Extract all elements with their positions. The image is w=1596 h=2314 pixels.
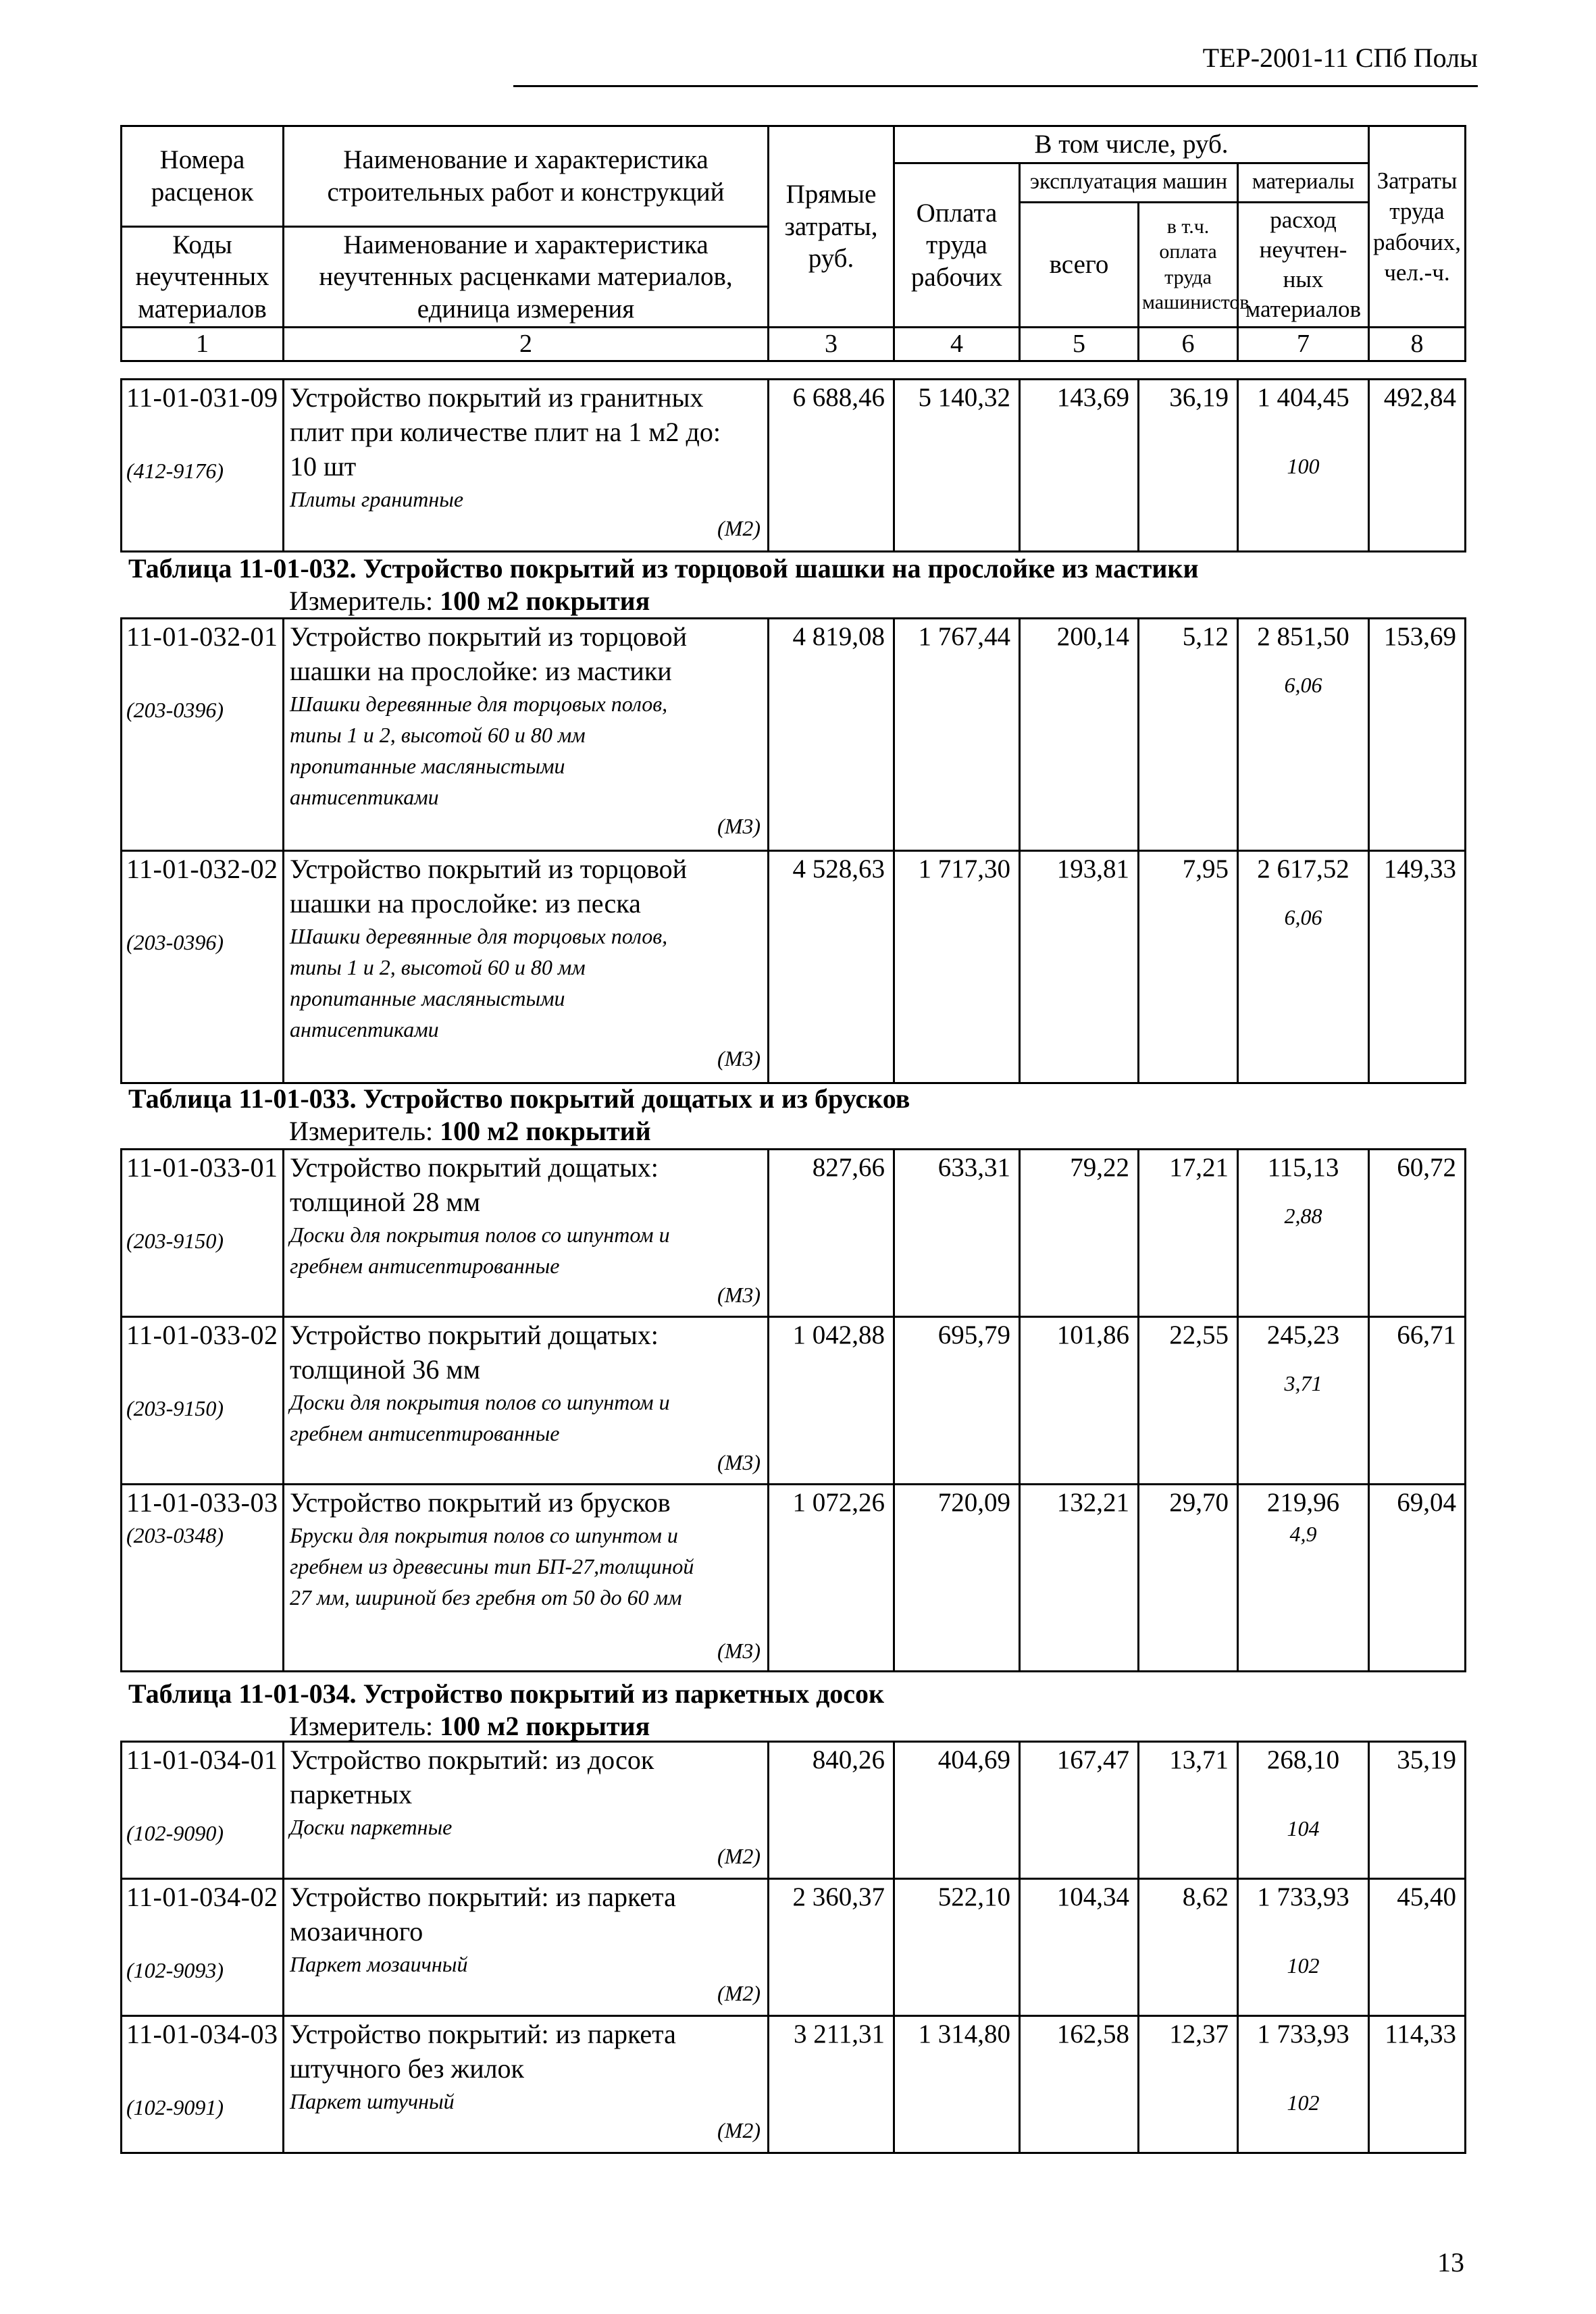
material-name-line: Шашки деревянные для торцовых полов,	[290, 692, 668, 716]
machine-cost: 79,22	[1020, 1150, 1139, 1317]
labor-hours: 69,04	[1369, 1485, 1466, 1672]
labor-cost: 720,09	[894, 1485, 1020, 1672]
material-code: (203-9150)	[126, 1396, 224, 1420]
machine-cost: 200,14	[1020, 619, 1139, 851]
materials-cost: 219,96	[1266, 1488, 1340, 1517]
machinist-labor-cost: 36,19	[1139, 380, 1238, 552]
work-name-line: Устройство покрытий дощатых:	[290, 1152, 659, 1183]
material-code: (203-0396)	[126, 930, 224, 954]
material-unit: (М2)	[717, 1844, 761, 1868]
labor-hours: 149,33	[1369, 851, 1466, 1083]
material-name-line: типы 1 и 2, высотой 60 и 80 мм	[290, 723, 586, 747]
rate-code: 11-01-031-09	[126, 382, 278, 413]
measure-label: Измеритель:	[289, 1711, 434, 1741]
material-code: (203-0396)	[126, 698, 224, 722]
work-name-line: толщиной 36 мм	[290, 1354, 481, 1385]
material-name-line: типы 1 и 2, высотой 60 и 80 мм	[290, 955, 586, 979]
labor-hours: 114,33	[1369, 2016, 1466, 2153]
material-quantity: 102	[1287, 1953, 1320, 1978]
materials-cost: 268,10	[1266, 1745, 1340, 1774]
rate-code: 11-01-033-03	[126, 1487, 278, 1518]
material-quantity: 100	[1287, 454, 1320, 478]
col-number: 5	[1020, 328, 1139, 361]
machine-cost: 167,47	[1020, 1742, 1139, 1879]
work-name-line: мозаичного	[290, 1916, 423, 1947]
rate-code: 11-01-034-02	[126, 1882, 278, 1912]
rate-code: 11-01-034-01	[126, 1745, 278, 1775]
materials-cost: 1 733,93	[1257, 2020, 1349, 2049]
rate-code: 11-01-034-03	[126, 2019, 278, 2049]
work-name-line: Устройство покрытий: из паркета	[290, 1882, 676, 1912]
work-name-line: плит при количестве плит на 1 м2 до:	[290, 417, 721, 447]
material-unit: (М3)	[717, 1450, 761, 1474]
table-title: Таблица 11-01-033. Устройство покрытий дощатых и из брусков	[128, 1083, 910, 1114]
work-name-line: Устройство покрытий из торцовой	[290, 854, 688, 884]
machinist-labor-cost: 29,70	[1139, 1485, 1238, 1672]
table-title: Таблица 11-01-032. Устройство покрытий из торцовой шашки на прослойке из мастики	[128, 553, 1199, 584]
material-name-line: пропитанные масляныстыми	[290, 754, 565, 778]
direct-cost: 6 688,46	[769, 380, 894, 552]
labor-hours: 45,40	[1369, 1879, 1466, 2016]
rate-row	[122, 1317, 1466, 1485]
material-code: (203-0348)	[126, 1523, 224, 1547]
direct-cost: 2 360,37	[769, 1879, 894, 2016]
machinist-labor-cost: 22,55	[1139, 1317, 1238, 1485]
material-quantity: 3,71	[1284, 1371, 1322, 1395]
materials-cost: 2 617,52	[1257, 854, 1349, 883]
work-name-line: штучного без жилок	[290, 2053, 524, 2084]
machine-cost: 143,69	[1020, 380, 1139, 552]
measure-label: Измеритель:	[289, 586, 434, 616]
material-name-line: Бруски для покрытия полов со шпунтом и	[290, 1523, 678, 1547]
col-number: 4	[894, 328, 1020, 361]
machinist-labor-cost: 8,62	[1139, 1879, 1238, 2016]
measure-unit	[289, 1710, 650, 1742]
rate-row	[122, 1879, 1466, 2016]
labor-cost: 1 314,80	[894, 2016, 1020, 2153]
material-quantity: 4,9	[1289, 1522, 1317, 1546]
machine-cost: 193,81	[1020, 851, 1139, 1083]
labor-cost: 695,79	[894, 1317, 1020, 1485]
direct-cost: 1 042,88	[769, 1317, 894, 1485]
material-name-line: антисептиками	[290, 1017, 439, 1042]
material-unit: (М3)	[717, 1046, 761, 1071]
direct-cost: 827,66	[769, 1150, 894, 1317]
work-name-line: Устройство покрытий из брусков	[290, 1487, 671, 1518]
rates-block-031	[120, 378, 1466, 552]
material-code: (102-9090)	[126, 1821, 224, 1845]
material-unit: (М2)	[717, 1981, 761, 2005]
work-name-line: Устройство покрытий: из досок	[290, 1745, 654, 1775]
rate-row	[122, 1150, 1466, 1317]
materials-cost: 1 733,93	[1257, 1882, 1349, 1911]
material-quantity: 104	[1287, 1816, 1320, 1841]
material-code: (412-9176)	[126, 459, 224, 483]
col2-header-top: Наименование и характеристика строительных работ и конструкций	[284, 126, 769, 227]
materials-cost: 1 404,45	[1257, 383, 1349, 412]
incl-header: В том числе, руб.	[894, 126, 1369, 163]
labor-cost: 5 140,32	[894, 380, 1020, 552]
header-rule	[513, 85, 1478, 87]
direct-cost: 840,26	[769, 1742, 894, 1879]
direct-cost: 4 819,08	[769, 619, 894, 851]
rate-row	[122, 1742, 1466, 1879]
measure-value: 100 м2 покрытий	[440, 1116, 651, 1146]
material-code: (102-9093)	[126, 1958, 224, 1982]
work-name-line: толщиной 28 мм	[290, 1187, 481, 1217]
materials-cost: 115,13	[1267, 1153, 1339, 1182]
labor-cost: 1 717,30	[894, 851, 1020, 1083]
measure-unit	[289, 1115, 651, 1147]
rate-row	[122, 851, 1466, 1083]
direct-cost: 1 072,26	[769, 1485, 894, 1672]
column-header-table	[120, 125, 1466, 362]
col6-header: в т.ч. оплата труда машинистов	[1139, 202, 1238, 328]
material-name-line: Доски для покрытия полов со шпунтом и	[290, 1223, 670, 1247]
material-unit: (М3)	[717, 1639, 761, 1663]
col-number: 3	[769, 328, 894, 361]
labor-hours: 66,71	[1369, 1317, 1466, 1485]
material-name-line: гребнем антисептированные	[290, 1254, 560, 1278]
col2-header-bottom: Наименование и характеристика неучтенных расценками материалов, единица измерения	[284, 226, 769, 328]
rate-code: 11-01-032-02	[126, 854, 278, 884]
rate-row	[122, 1485, 1466, 1672]
work-name-line: Устройство покрытий из торцовой	[290, 621, 688, 652]
col-number: 1	[122, 328, 284, 361]
page-number: 13	[1437, 2247, 1464, 2278]
materials-cost: 2 851,50	[1257, 622, 1349, 651]
machines-header: эксплуатация машин	[1020, 163, 1238, 202]
labor-hours: 153,69	[1369, 619, 1466, 851]
material-unit: (М2)	[717, 2118, 761, 2142]
material-name-line: Доски паркетные	[290, 1815, 453, 1839]
rates-block-032	[120, 617, 1466, 1084]
material-quantity: 102	[1287, 2090, 1320, 2115]
col4-header: Оплата труда рабочих	[894, 163, 1020, 328]
material-name-line: пропитанные масляныстыми	[290, 986, 565, 1010]
table-title: Таблица 11-01-034. Устройство покрытий из паркетных досок	[128, 1678, 885, 1709]
machinist-labor-cost: 5,12	[1139, 619, 1238, 851]
material-unit: (М3)	[717, 1283, 761, 1307]
material-name-line: 27 мм, шириной без гребня от 50 до 60 мм	[290, 1585, 682, 1610]
col8-header: Затраты труда рабочих, чел.-ч.	[1369, 126, 1466, 328]
work-name-line: Устройство покрытий из гранитных	[290, 382, 704, 413]
col-number: 2	[284, 328, 769, 361]
material-name-line: антисептиками	[290, 785, 439, 809]
labor-cost: 1 767,44	[894, 619, 1020, 851]
machinist-labor-cost: 17,21	[1139, 1150, 1238, 1317]
labor-cost: 522,10	[894, 1879, 1020, 2016]
work-name-line: Устройство покрытий дощатых:	[290, 1320, 659, 1350]
labor-hours: 35,19	[1369, 1742, 1466, 1879]
material-quantity: 6,06	[1284, 905, 1322, 929]
labor-hours: 60,72	[1369, 1150, 1466, 1317]
machinist-labor-cost: 7,95	[1139, 851, 1238, 1083]
material-name-line: Шашки деревянные для торцовых полов,	[290, 924, 668, 948]
material-name-line: гребнем антисептированные	[290, 1421, 560, 1445]
rate-code: 11-01-033-02	[126, 1320, 278, 1350]
labor-cost: 633,31	[894, 1150, 1020, 1317]
materials-cost: 245,23	[1266, 1320, 1340, 1349]
running-head: ТЕР-2001-11 СПб Полы	[1202, 43, 1478, 73]
work-name-line: 10 шт	[290, 451, 357, 482]
labor-hours: 492,84	[1369, 380, 1466, 552]
col7-header: расход неучтен-ных материалов	[1238, 202, 1369, 328]
work-name-line: шашки на прослойке: из песка	[290, 888, 641, 919]
measure-unit	[289, 585, 650, 617]
direct-cost: 3 211,31	[769, 2016, 894, 2153]
measure-value: 100 м2 покрытия	[440, 586, 650, 616]
col1-header-bottom: Коды неучтенных материалов	[122, 226, 284, 328]
material-name-line: Паркет мозаичный	[290, 1952, 468, 1976]
measure-label: Измеритель:	[289, 1116, 434, 1146]
machine-cost: 101,86	[1020, 1317, 1139, 1485]
material-name-line: Доски для покрытия полов со шпунтом и	[290, 1390, 670, 1414]
rate-code: 11-01-033-01	[126, 1152, 278, 1183]
material-unit: (М3)	[717, 814, 761, 838]
measure-value: 100 м2 покрытия	[440, 1711, 650, 1741]
rate-row	[122, 380, 1466, 552]
rates-block-033	[120, 1148, 1466, 1672]
col-number: 7	[1238, 328, 1369, 361]
machine-cost: 132,21	[1020, 1485, 1139, 1672]
materials-header: материалы	[1238, 163, 1369, 202]
machine-cost: 162,58	[1020, 2016, 1139, 2153]
material-unit: (М2)	[717, 516, 761, 540]
material-name-line: Плиты гранитные	[290, 487, 464, 511]
rate-row	[122, 619, 1466, 851]
material-name-line: гребнем из древесины тип БП-27,толщиной	[290, 1554, 694, 1578]
col-number: 6	[1139, 328, 1238, 361]
col5-header: всего	[1020, 202, 1139, 328]
material-code: (102-9091)	[126, 2095, 224, 2119]
rates-block-034	[120, 1741, 1466, 2154]
col3-header: Прямые затраты, руб.	[769, 126, 894, 328]
labor-cost: 404,69	[894, 1742, 1020, 1879]
direct-cost: 4 528,63	[769, 851, 894, 1083]
rate-code: 11-01-032-01	[126, 621, 278, 652]
material-name-line: Паркет штучный	[290, 2089, 455, 2113]
machinist-labor-cost: 12,37	[1139, 2016, 1238, 2153]
col-number: 8	[1369, 328, 1466, 361]
material-quantity: 6,06	[1284, 673, 1322, 697]
material-code: (203-9150)	[126, 1229, 224, 1253]
rate-row	[122, 2016, 1466, 2153]
material-quantity: 2,88	[1284, 1204, 1322, 1228]
machinist-labor-cost: 13,71	[1139, 1742, 1238, 1879]
machine-cost: 104,34	[1020, 1879, 1139, 2016]
work-name-line: паркетных	[290, 1779, 413, 1809]
col1-header-top: Номера расценок	[122, 126, 284, 227]
work-name-line: Устройство покрытий: из паркета	[290, 2019, 676, 2049]
work-name-line: шашки на прослойке: из мастики	[290, 656, 672, 686]
